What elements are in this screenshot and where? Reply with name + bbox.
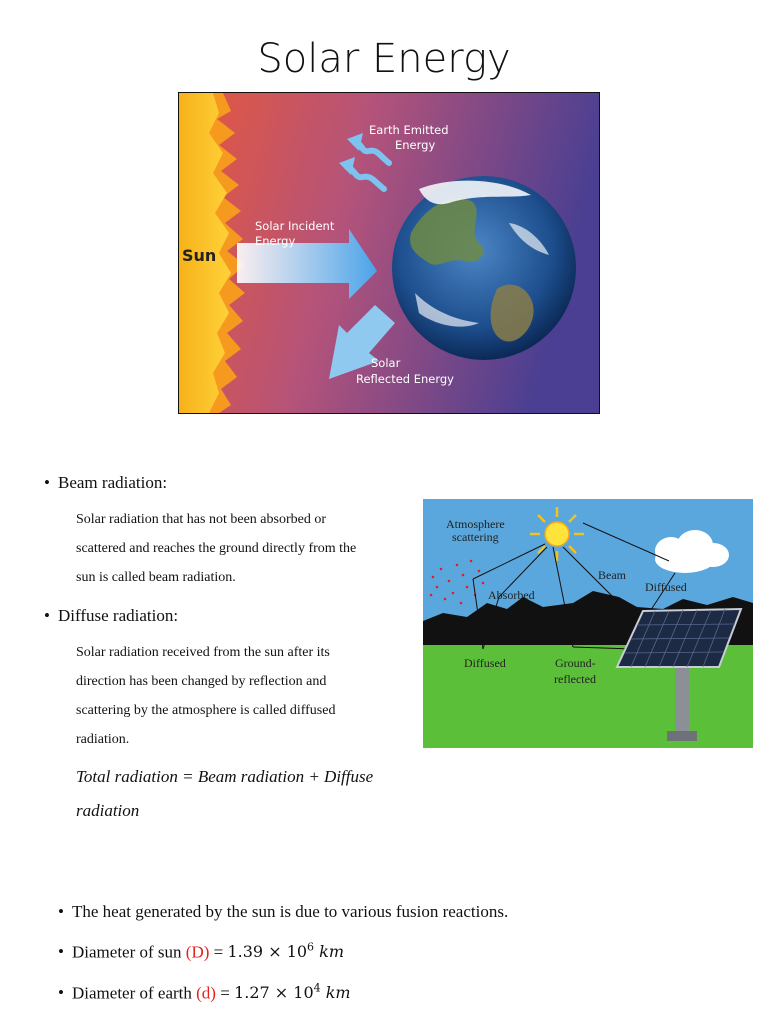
earth-diameter-prefix: Diameter of earth: [72, 983, 197, 1003]
atmosphere-label-2: scattering: [452, 530, 499, 544]
beam-label: Beam: [598, 568, 626, 582]
beam-line-1: Solar radiation that has not been absorbed or: [76, 512, 326, 527]
radiation-components-diagram: [423, 499, 753, 748]
beam-radiation-heading-text: Beam radiation:: [58, 473, 168, 492]
diffused-cloud-label: Diffused: [645, 580, 687, 594]
earth-diameter-unit: km: [325, 983, 351, 1003]
fact-earth-diameter: [58, 982, 351, 1003]
diffuse-line-3: scattering by the atmosphere is called diffused: [76, 703, 336, 718]
beam-radiation-paragraph: [76, 505, 356, 592]
earth-diameter-variable: (d): [196, 983, 216, 1003]
fact-sun-diameter: [58, 941, 344, 962]
earth-diameter-equals: =: [215, 983, 235, 1003]
sun-diameter-prefix: Diameter of sun: [72, 942, 186, 962]
bullet-dot: •: [44, 606, 50, 625]
incident-energy-label-2: Energy: [255, 234, 296, 248]
sun-diameter-equals: =: [209, 942, 228, 962]
sun-diameter-unit: km: [319, 942, 345, 962]
diffuse-line-4: radiation.: [76, 732, 130, 747]
earth-diameter-mantissa: 1.27 × 10: [234, 983, 314, 1003]
earth-diameter-value: [234, 983, 351, 1002]
sun-diameter-exponent: 6: [307, 941, 315, 954]
beam-line-3: sun is called beam radiation.: [76, 570, 236, 585]
radiation-components-svg: [423, 499, 753, 748]
diffused-ground-label: Diffused: [464, 656, 506, 670]
bullet-dot: •: [44, 473, 50, 492]
incident-energy-label-1: Solar Incident: [255, 219, 335, 233]
ground-reflected-label-1: Ground-: [555, 656, 596, 670]
solar-energy-diagram: [178, 92, 600, 414]
earth-diameter-exponent: 4: [313, 982, 321, 995]
diffuse-radiation-paragraph: [76, 638, 335, 754]
fact-heat-text: The heat generated by the sun is due to various fusion reactions.: [72, 902, 509, 921]
sun-diameter-variable: (D): [185, 942, 210, 962]
reflected-energy-label-2: Reflected Energy: [356, 372, 454, 386]
fact-heat: [58, 902, 508, 922]
ground-reflected-label-2: reflected: [554, 672, 596, 686]
bullet-dot: •: [58, 942, 64, 962]
bullet-dot: •: [58, 902, 64, 921]
atmosphere-label-1: Atmosphere: [446, 517, 505, 531]
solar-energy-diagram-svg: [179, 93, 599, 413]
beam-radiation-heading: [44, 473, 167, 493]
earth-globe: [392, 176, 576, 360]
bullet-dot: •: [58, 983, 64, 1003]
beam-line-2: scattered and reaches the ground directly from the: [76, 541, 357, 556]
formula-line-2: radiation: [76, 801, 140, 820]
emitted-energy-label-2: Energy: [395, 138, 436, 152]
sun-icon: [530, 507, 584, 561]
total-radiation-formula: [76, 760, 421, 828]
emitted-energy-label-1: Earth Emitted: [369, 123, 449, 137]
sun-diameter-value: [227, 942, 344, 961]
page-title: Solar Energy: [257, 36, 511, 82]
formula-line-1: Total radiation = Beam radiation + Diffuse: [76, 767, 374, 786]
sun-label: Sun: [182, 246, 217, 265]
absorbed-label: Absorbed: [488, 588, 535, 602]
diffuse-radiation-heading-text: Diffuse radiation:: [58, 606, 179, 625]
diffuse-radiation-heading: [44, 606, 178, 626]
sun-diameter-mantissa: 1.39 × 10: [227, 942, 308, 962]
reflected-energy-label-1: Solar: [371, 356, 401, 370]
diffuse-line-1: Solar radiation received from the sun after its: [76, 645, 330, 660]
diffuse-line-2: direction has been changed by reflection and: [76, 674, 327, 689]
